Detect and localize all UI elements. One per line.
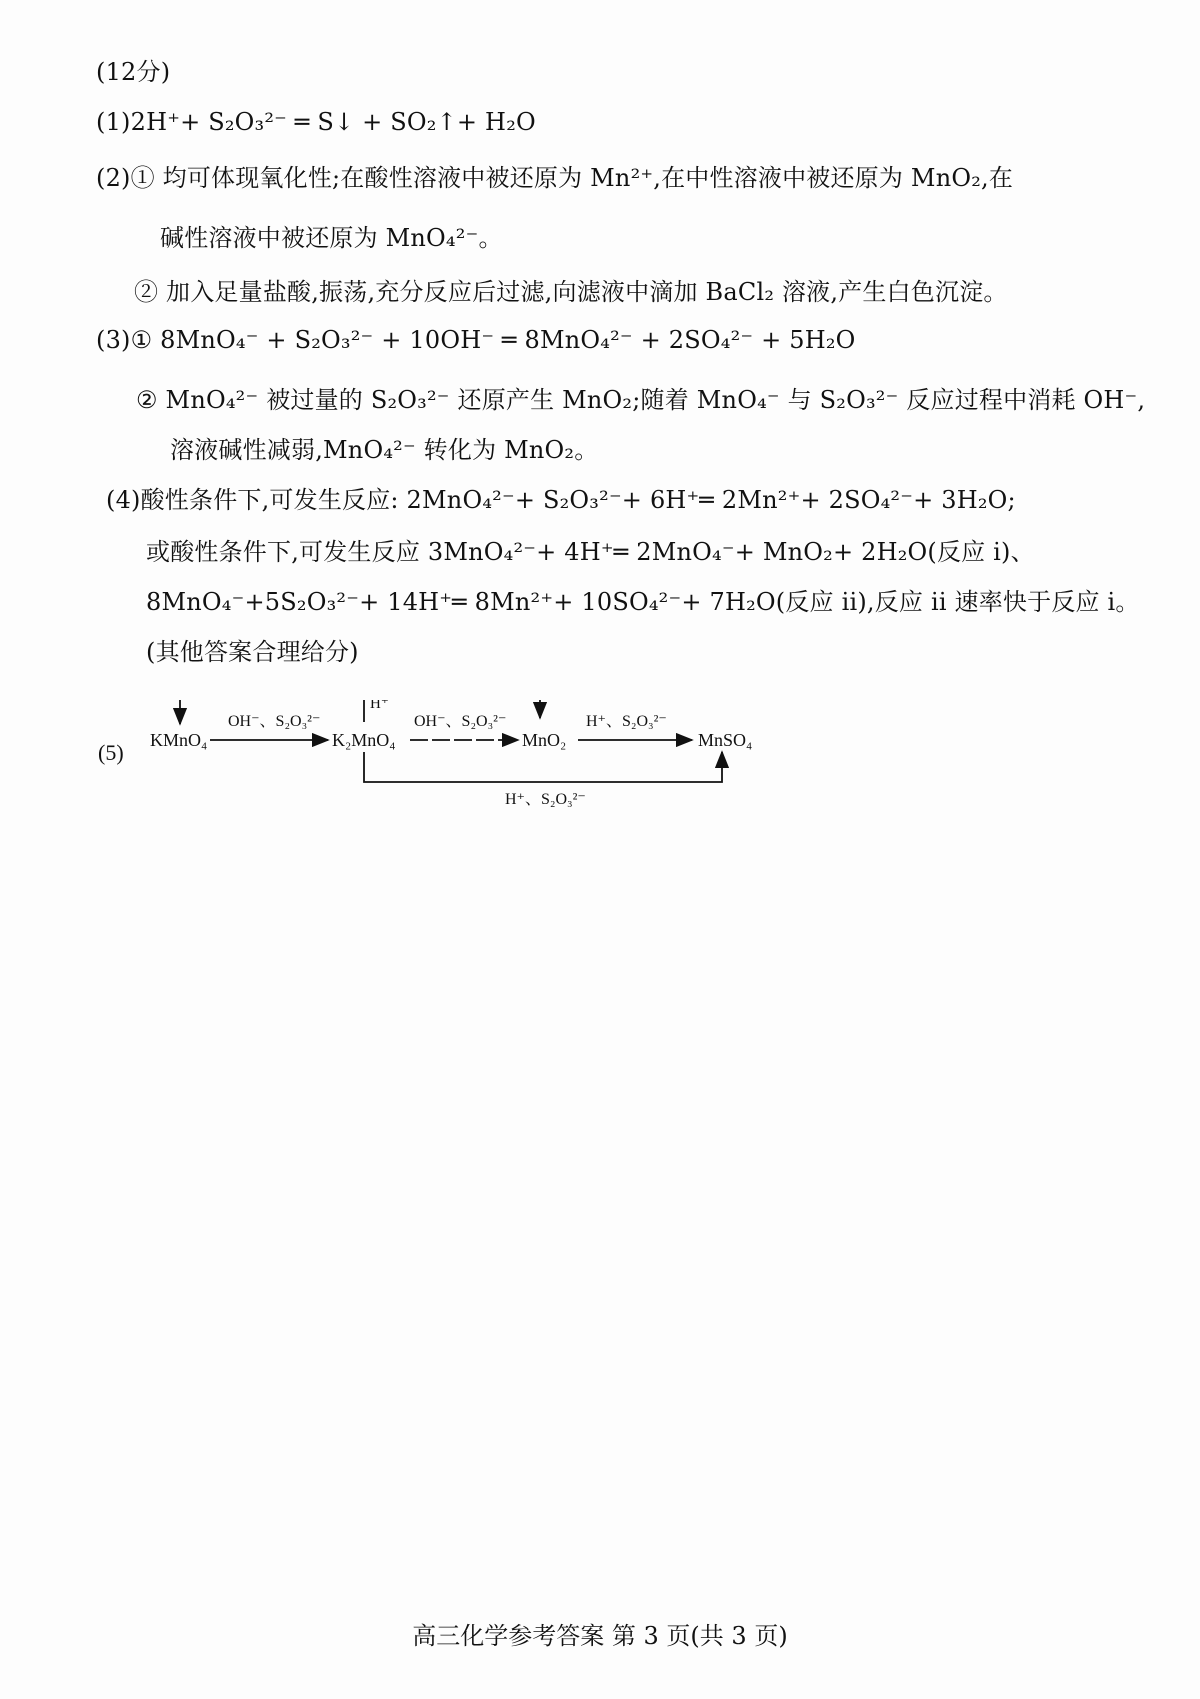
answer-4-line2: 或酸性条件下,可发生反应 3MnO₄²⁻+ 4H⁺═ 2MnO₄⁻+ MnO₂+ 2H₂O(反应 i)、 xyxy=(146,538,1035,566)
arrow-label-2: OH⁻、S₂O₃²⁻ xyxy=(414,713,507,730)
node-mnso4: MnSO₄ xyxy=(698,730,753,750)
answer-4-note: (其他答案合理给分) xyxy=(146,638,359,666)
arrow-label-top-h: H⁺ xyxy=(370,700,389,712)
answer-3-2-line1: ② MnO₄²⁻ 被过量的 S₂O₃²⁻ 还原产生 MnO₂;随着 MnO₄⁻ 与 S₂O₃²⁻ 反应过程中消耗 OH⁻, xyxy=(136,386,1146,414)
node-kmno4: KMnO₄ xyxy=(150,730,208,750)
score-heading: (12分) xyxy=(96,58,171,86)
answer-3-1: (3)① 8MnO₄⁻ + S₂O₃²⁻ + 10OH⁻ ═ 8MnO₄²⁻ + 2SO₄²⁻ + 5H₂O xyxy=(96,326,856,354)
answer-1: (1)2H⁺+ S₂O₃²⁻ ═ S↓ + SO₂↑+ H₂O xyxy=(96,108,536,136)
node-k2mno4: K₂MnO₄ xyxy=(332,730,396,750)
answer-2-2: ② 加入足量盐酸,振荡,充分反应后过滤,向滤液中滴加 BaCl₂ 溶液,产生白色沉淀。 xyxy=(134,278,1008,306)
arrow-label-bottom: H⁺、S₂O₃²⁻ xyxy=(505,791,586,808)
answer-4-line1: (4)酸性条件下,可发生反应: 2MnO₄²⁻+ S₂O₃²⁻+ 6H⁺═ 2Mn²⁺+ 2SO₄²⁻+ 3H₂O; xyxy=(106,486,1016,514)
reaction-diagram-svg xyxy=(0,700,1200,900)
answer-4-line3: 8MnO₄⁻+5S₂O₃²⁻+ 14H⁺═ 8Mn²⁺+ 10SO₄²⁻+ 7H₂O(反应 ii),反应 ii 速率快于反应 i。 xyxy=(146,588,1140,616)
arrow-label-1: OH⁻、S₂O₃²⁻ xyxy=(228,713,321,730)
answer-2-1-line1: (2)① 均可体现氧化性;在酸性溶液中被还原为 Mn²⁺,在中性溶液中被还原为 MnO₂,在 xyxy=(96,164,1014,192)
reaction-diagram xyxy=(0,700,1200,900)
node-mno2: MnO₂ xyxy=(522,730,567,750)
arrow-bottom-to-mnso4 xyxy=(364,752,722,782)
diagram-label: (5) xyxy=(98,740,124,765)
page-footer: 高三化学参考答案 第 3 页(共 3 页) xyxy=(412,1622,788,1650)
arrow-label-3: H⁺、S₂O₃²⁻ xyxy=(586,713,667,730)
answer-2-1-line2: 碱性溶液中被还原为 MnO₄²⁻。 xyxy=(160,224,503,252)
answer-3-2-line2: 溶液碱性减弱,MnO₄²⁻ 转化为 MnO₂。 xyxy=(170,436,599,464)
